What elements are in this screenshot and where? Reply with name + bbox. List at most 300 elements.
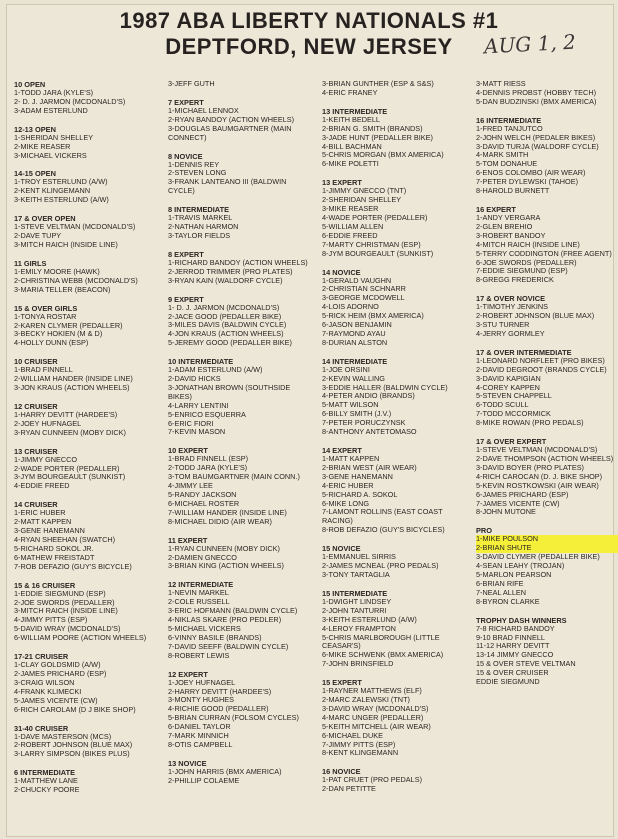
- result-entry: 1-MICHAEL LENNOX: [168, 105, 239, 115]
- race-class-heading: 16 NOVICE: [322, 767, 361, 777]
- result-entry: 6-BILLY SMITH (J.V.): [322, 409, 392, 419]
- race-class-section: [476, 80, 618, 107]
- result-entry: 7-DAVID SEEFF (BALDWIN CYCLE): [168, 641, 289, 651]
- result-entry: 2-WILLIAM HANDER (INSIDE LINE): [14, 374, 133, 384]
- result-entry: 6-ENOS COLOMBO (AIR WEAR): [476, 168, 586, 178]
- result-entry: 3-MONTY HUGHES: [168, 695, 234, 705]
- result-entry: 2- D. J. JARMON (MCDONALD'S): [14, 96, 126, 106]
- result-entry: 2-MIKE REASER: [14, 141, 71, 151]
- result-entry: 15 & OVER CRUISER: [476, 668, 549, 678]
- result-entry: 3-GEORGE MCDOWELL: [322, 293, 405, 303]
- result-entry: 2-RYAN BANDOY (ACTION WHEELS): [168, 114, 295, 124]
- result-entry: 8-MICHAEL DIDIO (AIR WEAR): [168, 516, 272, 526]
- result-entry: 7-PETER DYLEWSKI (TAHOE): [476, 177, 579, 187]
- race-class-heading: 14 INTERMEDIATE: [322, 356, 388, 366]
- result-entry: 2-JOEY HUFNAGEL: [14, 418, 82, 428]
- race-class-heading: 10 OPEN: [14, 80, 46, 89]
- result-entry: 7-MARTY CHRISTMAN (ESP): [322, 239, 421, 249]
- result-entry: 2-DAN PETITTE: [322, 784, 376, 794]
- result-entry: 5-MARLON PEARSON: [476, 569, 552, 579]
- result-entry: 9-10 BRAD FINNELL: [476, 632, 545, 642]
- result-entry: 5-MATT WILSON: [322, 400, 379, 410]
- race-class-section: [168, 80, 313, 89]
- highlighted-result-entry: 2-BRIAN SHUTE: [476, 544, 618, 553]
- result-entry: 8-ROB DEFAZIO (GUY'S BICYCLES): [322, 525, 445, 535]
- result-entry: 5-JEREMY GOOD (PEDALLER BIKE): [168, 338, 292, 348]
- result-entry: 7-PETER PORUCZYNSK: [322, 418, 406, 428]
- result-entry: 3-DAVID KAPIGIAN: [476, 373, 541, 383]
- race-class-section: [322, 357, 467, 437]
- result-entry: EDDIE SIEGMUND: [476, 677, 540, 687]
- result-entry: 3-ROBERT BANDOY: [476, 230, 546, 240]
- result-entry: 1-FRED TANJUTCO: [476, 123, 543, 133]
- race-class-heading: 14 NOVICE: [322, 267, 361, 277]
- result-entry: 2-DAVE TUPY: [14, 231, 62, 241]
- result-entry: 3-ERIC HOFMANN (BALDWIN CYCLE): [168, 606, 298, 616]
- result-entry: 6-EDDIE FREED: [322, 230, 378, 240]
- result-entry: 1-TODD JARA (KYLE'S): [14, 88, 94, 97]
- race-class-heading: 12 INTERMEDIATE: [168, 580, 234, 590]
- result-entry: 2-ROBERT JOHNSON (BLUE MAX): [476, 311, 595, 321]
- race-class-heading: 15 INTERMEDIATE: [322, 588, 388, 598]
- result-entry: 7-JOHN BRINSFIELD: [322, 659, 394, 669]
- result-entry: 3-MATT RIESS: [476, 79, 526, 88]
- race-class-section: [322, 107, 467, 169]
- result-entry: 8-JYM BOURGEAULT (SUNKIST): [322, 248, 434, 258]
- result-entry: 3-LARRY SIMPSON (BIKES PLUS): [14, 749, 130, 759]
- result-entry: 8-JOHN MUTONE: [476, 507, 536, 517]
- result-entry: 6-MICHAEL DUKE: [322, 730, 383, 740]
- race-class-heading: 12-13 OPEN: [14, 124, 56, 134]
- race-class-section: [168, 670, 313, 750]
- result-entry: 3-MILES DAVIS (BALDWIN CYCLE): [168, 320, 287, 330]
- result-entry: 1-MATTHEW LANE: [14, 776, 78, 786]
- result-entry: 3-GENE HANEMANN: [14, 526, 85, 536]
- result-entry: 1-LEONARD NORFLEET (PRO BIKES): [476, 355, 605, 365]
- result-entry: 4-MARC UNGER (PEDALLER): [322, 712, 424, 722]
- race-class-heading: 13 CRUISER: [14, 446, 58, 456]
- race-class-heading: TROPHY DASH WINNERS: [476, 615, 567, 625]
- result-entry: 8-GREGG FREDERICK: [476, 275, 554, 285]
- race-class-section: [14, 357, 159, 393]
- result-entry: 4-SEAN LEAHY (TROJAN): [476, 561, 565, 571]
- result-entry: 1-JOHN HARRIS (BMX AMERICA): [168, 766, 282, 776]
- result-entry: 1-ANDY VERGARA: [476, 212, 541, 222]
- race-class-heading: 8 NOVICE: [168, 151, 203, 161]
- result-entry: 3-KEITH ESTERLUND (A/W): [14, 195, 109, 205]
- result-entry: 2-CHRISTINA WEBB (MCDONALD'S): [14, 275, 138, 285]
- result-entry: 4-RYAN SHEEHAN (SWATCH): [14, 535, 116, 544]
- race-class-heading: 12 CRUISER: [14, 401, 58, 411]
- result-entry: 2-JOHN WELCH (PEDALER BIKES): [476, 132, 596, 142]
- result-entry: 5-TOM DONAHUE: [476, 159, 538, 169]
- result-entry: 3-DAVID TURJA (WALDORF CYCLE): [476, 141, 599, 151]
- race-class-section: [14, 402, 159, 438]
- race-class-section: [14, 259, 159, 295]
- race-class-section: [14, 652, 159, 714]
- race-class-section: [476, 294, 618, 339]
- race-class-section: [322, 589, 467, 669]
- result-entry: 7-KEVIN MASON: [168, 427, 226, 437]
- race-class-heading: 31-40 CRUISER: [14, 723, 69, 733]
- result-entry: 1-STEVE VELTMAN (MCDONALD'S): [14, 222, 136, 232]
- result-entry: 3-MITCH RAICH (INSIDE LINE): [14, 606, 118, 616]
- result-entry: 6-ERIC FIORI: [168, 418, 214, 428]
- race-class-heading: 15 & 16 CRUISER: [14, 580, 76, 590]
- race-class-heading: 17 & OVER EXPERT: [476, 437, 547, 447]
- result-entry: 4-MARK SMITH: [476, 150, 529, 160]
- result-entry: 5-KEVIN ROSTKOWSKI (AIR WEAR): [476, 480, 599, 490]
- race-class-section: [476, 616, 618, 687]
- result-entry: 1-TONYA ROSTAR: [14, 311, 77, 321]
- race-class-section: [476, 348, 618, 428]
- result-entry: 8-ROBERT LEWIS: [168, 650, 230, 660]
- result-entry: 4-WADE PORTER (PEDALLER): [322, 212, 428, 222]
- race-class-heading: 11 EXPERT: [168, 535, 208, 545]
- result-entry: 3-MARIA TELLER (BEACON): [14, 284, 111, 294]
- race-class-section: [168, 295, 313, 349]
- result-entry: 1-STEVE VELTMAN (MCDONALD'S): [476, 445, 598, 455]
- race-class-section: [322, 767, 467, 794]
- highlighted-result-entry: 1-MIKE POULSON: [476, 535, 618, 544]
- race-class-section: [322, 678, 467, 758]
- result-entry: 5-JAMES VICENTE (CW): [14, 695, 98, 705]
- race-class-heading: 15 & OVER GIRLS: [14, 303, 78, 313]
- race-class-section: [476, 437, 618, 517]
- result-entry: 3-CRAIG WILSON: [14, 677, 75, 687]
- race-class-heading: 6 INTERMEDIATE: [14, 768, 76, 778]
- result-entry: 1-DWIGHT LINDSEY: [322, 596, 392, 606]
- race-class-heading: 17 & OVER INTERMEDIATE: [476, 347, 572, 357]
- result-entry: 7-RAYMOND AYAU: [322, 328, 386, 338]
- race-class-section: [168, 205, 313, 241]
- race-class-heading: 13 INTERMEDIATE: [322, 106, 388, 116]
- result-entry: 1-EMMANUEL SIRRIS: [322, 552, 396, 562]
- race-class-heading: 14 CRUISER: [14, 500, 58, 510]
- race-class-section: [322, 446, 467, 535]
- result-entry: 1-RICHARD BANDOY (ACTION WHEELS): [168, 257, 308, 267]
- result-entry: 8-OTIS CAMPBELL: [168, 739, 233, 749]
- race-class-section: [14, 125, 159, 161]
- result-entry: 1-JOEY HUFNAGEL: [168, 677, 236, 687]
- result-entry: 3-JEFF GUTH: [168, 79, 215, 88]
- race-class-section: [168, 580, 313, 660]
- result-entry: 2-PHILLIP COLAEME: [168, 775, 240, 785]
- result-entry: 2-SHERIDAN SHELLEY: [322, 195, 402, 205]
- result-entry: 8-HAROLD BURNETT: [476, 186, 550, 196]
- race-class-section: [476, 526, 618, 606]
- result-entry: 8-ANTHONY ANTETOMASO: [322, 427, 417, 437]
- race-class-section: [322, 178, 467, 258]
- result-entry: 5-ENRICO ESQUERRA: [168, 409, 246, 419]
- result-entry: 2-ROBERT JOHNSON (BLUE MAX): [14, 740, 133, 750]
- result-entry: 4-DENNIS PROBST (HOBBY TECH): [476, 87, 597, 97]
- race-class-heading: 8 EXPERT: [168, 249, 204, 259]
- result-entry: 8-MIKE ROWAN (PRO PEDALS): [476, 418, 584, 428]
- result-entry: 1-JIMMY GNECCO (TNT): [322, 186, 407, 196]
- result-entry: 4-ERIC HUBER: [322, 480, 374, 490]
- title-line-1: 1987 ABA LIBERTY NATIONALS #1: [119, 8, 499, 33]
- result-entry: 2-DAVID DEGROOT (BRANDS CYCLE): [476, 364, 607, 374]
- result-entry: 1-JIMMY GNECCO: [14, 454, 78, 464]
- handwritten-date-note: AUG 1, 2: [483, 29, 577, 59]
- result-entry: 3-EDDIE HALLER (BALDWIN CYCLE): [322, 382, 448, 392]
- result-entry: 2-NATHAN HARMON: [168, 222, 239, 232]
- result-entry: 5-RICK HEIM (BMX AMERICA): [322, 311, 424, 321]
- result-entry: 6-MIKE LONG: [322, 498, 370, 508]
- result-entry: 1-BRAD FINNELL: [14, 365, 73, 375]
- result-entry: 7-JAMES VICENTE (CW): [476, 498, 560, 508]
- result-entry: 4-JERRY GORMLEY: [476, 328, 545, 338]
- result-entry: 2-JOE SWORDS (PEDALLER): [14, 597, 115, 607]
- result-entry: 6-VINNY BASILE (BRANDS): [168, 632, 262, 642]
- results-column-2: [168, 80, 313, 795]
- race-class-heading: 16 EXPERT: [476, 204, 516, 214]
- result-entry: 8-KENT KLINGEMANN: [322, 748, 399, 758]
- result-entry: 2-KAREN CLYMER (PEDALLER): [14, 320, 123, 330]
- race-class-heading: 11 GIRLS: [14, 258, 47, 268]
- race-class-heading: 17-21 CRUISER: [14, 652, 69, 662]
- result-entry: 2-MATT KAPPEN: [14, 517, 72, 527]
- result-entry: 4-LEROY FRAMPTON: [322, 623, 396, 633]
- title-line-2: DEPTFORD, NEW JERSEY: [165, 34, 453, 59]
- result-entry: 2-COLE RUSSELL: [168, 597, 230, 607]
- race-class-section: [168, 250, 313, 286]
- result-entry: 5-CHRIS MORGAN (BMX AMERICA): [322, 150, 444, 160]
- race-class-section: [322, 80, 467, 98]
- result-entry: 2-JAMES PRICHARD (ESP): [14, 668, 107, 678]
- result-entry: 1-HARRY DEVITT (HARDEE'S): [14, 409, 118, 419]
- race-class-section: [14, 500, 159, 571]
- result-entry: 4-EDDIE FREED: [14, 481, 70, 491]
- result-entry: 6-MIKE POLETTI: [322, 159, 379, 169]
- result-entry: 5-RICHARD A. SOKOL: [322, 489, 398, 499]
- result-entry: 6-JOE SWORDS (PEDALLER): [476, 257, 577, 267]
- result-entry: 1-RAYNER MATTHEWS (ELF): [322, 686, 422, 696]
- result-entry: 3-FRANK LANTEANO III (BALDWIN CYCLE): [168, 177, 287, 196]
- result-entry: 5-CHRIS MARLBOROUGH (LITTLE CEASAR'S): [322, 632, 440, 651]
- race-class-heading: 17 & OVER NOVICE: [476, 294, 545, 304]
- race-class-heading: PRO: [476, 526, 493, 536]
- result-entry: 11-12 HARRY DEVITT: [476, 641, 550, 651]
- result-entry: 6-JASON BENJAMIN: [322, 320, 392, 330]
- result-entry: 2-JACE GOOD (PEDALLER BIKE): [168, 311, 282, 321]
- result-entry: 6-RICH CAROLAM (D J BIKE SHOP): [14, 704, 136, 714]
- result-entry: 6-TODD SCULL: [476, 400, 529, 410]
- result-entry: 5-WILLIAM ALLEN: [322, 221, 384, 231]
- result-entry: 2-DAMIEN GNECCO: [168, 552, 237, 562]
- race-class-heading: 9 EXPERT: [168, 294, 204, 304]
- result-entry: 1-EDDIE SIEGMUND (ESP): [14, 588, 106, 598]
- race-class-section: [14, 214, 159, 250]
- result-entry: 7-NEAL ALLEN: [476, 587, 527, 597]
- result-entry: 3-BECKY HOKIEN (M & D): [14, 329, 103, 339]
- result-entry: 2-JOHN TANTURRI: [322, 605, 387, 615]
- result-entry: 3-STU TURNER: [476, 320, 530, 330]
- result-entry: 1-DAVE MASTERSON (MCS): [14, 731, 112, 741]
- race-class-section: [168, 446, 313, 526]
- result-entry: 8-BYRON CLARKE: [476, 596, 540, 606]
- result-entry: 1-TRAVIS MARKEL: [168, 213, 233, 223]
- race-class-section: [168, 357, 313, 437]
- result-entry: 3-RYAN CUNNEEN (MOBY DICK): [14, 427, 126, 437]
- result-entry: 5-RANDY JACKSON: [168, 490, 237, 499]
- race-class-heading: 8 INTERMEDIATE: [168, 205, 230, 215]
- race-class-heading: 13 EXPERT: [322, 178, 362, 188]
- result-entry: 1-SHERIDAN SHELLEY: [14, 132, 94, 142]
- race-class-section: [476, 116, 618, 196]
- race-class-heading: 14 EXPERT: [322, 446, 362, 455]
- result-entry: 4-JIMMY PITTS (ESP): [14, 615, 88, 625]
- result-entry: 1-TROY ESTERLUND (A/W): [14, 177, 108, 187]
- result-entry: 3-JADE HUNT (PEDALLER BIKE): [322, 132, 433, 142]
- result-entry: 2-MARC ZALEWSKI (TNT): [322, 695, 410, 705]
- result-entry: 7-JIMMY PITTS (ESP): [322, 739, 396, 749]
- result-entry: 4-LOIS ADORNO: [322, 302, 379, 312]
- result-entry: 3-BRIAN GUNTHER (ESP & S&S): [322, 79, 434, 88]
- race-class-heading: 7 EXPERT: [168, 97, 204, 107]
- result-entry: 4-BILL BACHMAN: [322, 141, 382, 151]
- result-entry: 4-PETER ANDIO (BRANDS): [322, 391, 415, 401]
- result-entry: 2-STEVEN LONG: [168, 168, 227, 178]
- result-entry: 1-GERALD VAUGHN: [322, 275, 392, 285]
- race-class-section: [14, 581, 159, 643]
- result-entry: 2-JERROD TRIMMER (PRO PLATES): [168, 266, 293, 276]
- result-entry: 3-JONATHAN BROWN (SOUTHSIDE BIKES): [168, 382, 291, 401]
- result-entry: 3-ADAM ESTERLUND: [14, 105, 88, 115]
- race-class-heading: 10 INTERMEDIATE: [168, 357, 234, 367]
- race-class-section: [14, 447, 159, 492]
- result-entry: 4-HOLLY DUNN (ESP): [14, 338, 89, 348]
- result-entry: 3-MITCH RAICH (INSIDE LINE): [14, 239, 118, 249]
- race-class-heading: 14-15 OPEN: [14, 169, 56, 179]
- result-entry: 3-MIKE REASER: [322, 204, 379, 214]
- result-entry: 4-NIKLAS SKARE (PRO PEDLER): [168, 615, 282, 625]
- result-entry: 2-DAVE THOMPSON (ACTION WHEELS): [476, 454, 614, 463]
- result-entry: 1-TIMOTHY JENKINS: [476, 302, 549, 312]
- result-entry: 3-TONY TARTAGLIA: [322, 569, 390, 579]
- result-entry: 2-CHRISTIAN SCHNARR: [322, 284, 406, 294]
- result-entry: 3-DAVID WRAY (MCDONALD'S): [322, 703, 429, 713]
- result-entry: 3-DOUGLAS BAUMGARTNER (MAIN CONNECT): [168, 123, 292, 142]
- result-entry: 4-RICH CAROCAN (D. J. BIKE SHOP): [476, 471, 603, 481]
- result-entry: 6-MIKE SCHWENK (BMX AMERICA): [322, 650, 444, 660]
- race-class-heading: 15 EXPERT: [322, 678, 362, 688]
- result-entry: 2-KENT KLINGEMANN: [14, 186, 91, 196]
- result-entry: 1-BRAD FINNELL (ESP): [168, 454, 249, 464]
- race-class-heading: 17 & OVER OPEN: [14, 214, 76, 224]
- result-entry: 2-HARRY DEVITT (HARDEE'S): [168, 686, 272, 696]
- result-entry: 2-DAVID HICKS: [168, 374, 221, 384]
- race-class-section: [322, 268, 467, 348]
- result-entry: 1-DENNIS REY: [168, 159, 220, 169]
- result-entry: 7-MARK MINNICH: [168, 731, 229, 741]
- result-entry: 5-MICHAEL VICKERS: [168, 623, 241, 633]
- result-entry: 4-LARRY LENTINI: [168, 400, 229, 410]
- result-entry: 3-JYM BOURGEAULT (SUNKIST): [14, 472, 126, 482]
- result-entry: 1-ERIC HUBER: [14, 508, 66, 518]
- result-entry: 4-RICHIE GOOD (PEDALLER): [168, 704, 269, 714]
- results-column-3: [322, 80, 467, 803]
- race-class-section: [14, 169, 159, 205]
- race-class-heading: 16 INTERMEDIATE: [476, 115, 542, 125]
- result-entry: 5-RICHARD SOKOL JR.: [14, 543, 94, 553]
- result-entry: 2-CHUCKY POORE: [14, 785, 80, 795]
- result-entry: 3-RYAN KAIN (WALDORF CYCLE): [168, 275, 283, 285]
- result-entry: 3-BRIAN KING (ACTION WHEELS): [168, 561, 284, 571]
- race-class-heading: 10 EXPERT: [168, 446, 208, 456]
- result-entry: 2-BRIAN G. SMITH (BRANDS): [322, 123, 423, 133]
- result-entry: 4-JIMMY LEE: [168, 481, 213, 491]
- race-class-heading: 12 EXPERT: [168, 669, 208, 679]
- result-entry: 4-FRANK KLIMECKI: [14, 686, 82, 696]
- result-entry: 3-DAVID BOYER (PRO PLATES): [476, 462, 584, 472]
- results-column-4: [476, 80, 618, 696]
- result-entry: 1- D. J. JARMON (MCDONALD'S): [168, 302, 280, 312]
- race-class-section: [14, 80, 159, 116]
- result-entry: 1-EMILY MOORE (HAWK): [14, 266, 100, 276]
- result-entry: 2-JAMES MCNEAL (PRO PEDALS): [322, 561, 439, 571]
- result-entry: 5-BRIAN CURRAN (FOLSOM CYCLES): [168, 713, 299, 723]
- result-entry: 5-STEVEN CHAPPELL: [476, 391, 552, 401]
- race-class-section: [168, 759, 313, 786]
- result-entry: 5-DAVID WRAY (MCDONALD'S): [14, 624, 121, 634]
- result-entry: 1-PAT CRUET (PRO PEDALS): [322, 775, 423, 785]
- result-entry: 6-MICHAEL ROSTER: [168, 498, 240, 508]
- result-entry: 6-BRIAN RIFE: [476, 578, 524, 588]
- race-class-section: [476, 205, 618, 285]
- result-entry: 3-MICHAEL VICKERS: [14, 150, 87, 160]
- result-entry: 6-DANIEL TAYLOR: [168, 722, 231, 732]
- result-entry: 3-JON KRAUS (ACTION WHEELS): [14, 383, 130, 393]
- result-entry: 1-CLAY GOLDSMID (A/W): [14, 660, 101, 670]
- result-entry: 3-TAYLOR FIELDS: [168, 230, 231, 240]
- result-entry: 4-MITCH RAICH (INSIDE LINE): [476, 239, 580, 249]
- result-entry: 3-TOM BAUMGARTNER (MAIN CONN.): [168, 472, 300, 482]
- result-entry: 7-LAMONT ROLLINS (EAST COAST RACING): [322, 507, 443, 526]
- result-entry: 7-TODD MCCORMICK: [476, 409, 551, 419]
- race-class-section: [322, 544, 467, 580]
- result-entry: 3-GENE HANEMANN: [322, 471, 393, 481]
- race-class-section: [168, 98, 313, 143]
- result-entry: 1-KEITH BEDELL: [322, 114, 380, 124]
- race-class-section: [14, 304, 159, 349]
- result-entry: 2-KEVIN WALLING: [322, 373, 385, 383]
- result-entry: 3-DAVID CLYMER (PEDALLER BIKE): [476, 552, 600, 562]
- result-entry: 3-KEITH ESTERLUND (A/W): [322, 614, 417, 624]
- result-entry: 13-14 JIMMY GNECCO: [476, 650, 554, 660]
- result-entry: 1-JOE ORSINI: [322, 364, 370, 374]
- results-column-1: [14, 80, 159, 804]
- result-entry: 7-EDDIE SIEGMUND (ESP): [476, 266, 568, 276]
- result-entry: 5-DAN BUDZINSKI (BMX AMERICA): [476, 96, 597, 106]
- race-class-section: [168, 152, 313, 197]
- result-entry: 5-TERRY CODDINGTON (FREE AGENT): [476, 248, 612, 258]
- result-entry: 1-ADAM ESTERLUND (A/W): [168, 365, 263, 375]
- result-entry: 8-DURIAN ALSTON: [322, 337, 388, 347]
- result-entry: 4-JON KRAUS (ACTION WHEELS): [168, 329, 284, 339]
- result-entry: 2-BRIAN WEST (AIR WEAR): [322, 462, 417, 472]
- result-entry: 7-WILLIAM HANDER (INSIDE LINE): [168, 507, 287, 517]
- result-entry: 1-MATT KAPPEN: [322, 454, 380, 463]
- result-entry: 4-COREY KAPPEN: [476, 382, 540, 392]
- result-entry: 4-ERIC FRANEY: [322, 87, 378, 97]
- result-entry: 15 & OVER STEVE VELTMAN: [476, 659, 576, 669]
- result-entry: 7-8 RICHARD BANDOY: [476, 623, 555, 633]
- result-entry: 7-ROB DEFAZIO (GUY'S BICYCLE): [14, 561, 132, 571]
- race-class-section: [168, 536, 313, 572]
- race-class-section: [14, 768, 159, 795]
